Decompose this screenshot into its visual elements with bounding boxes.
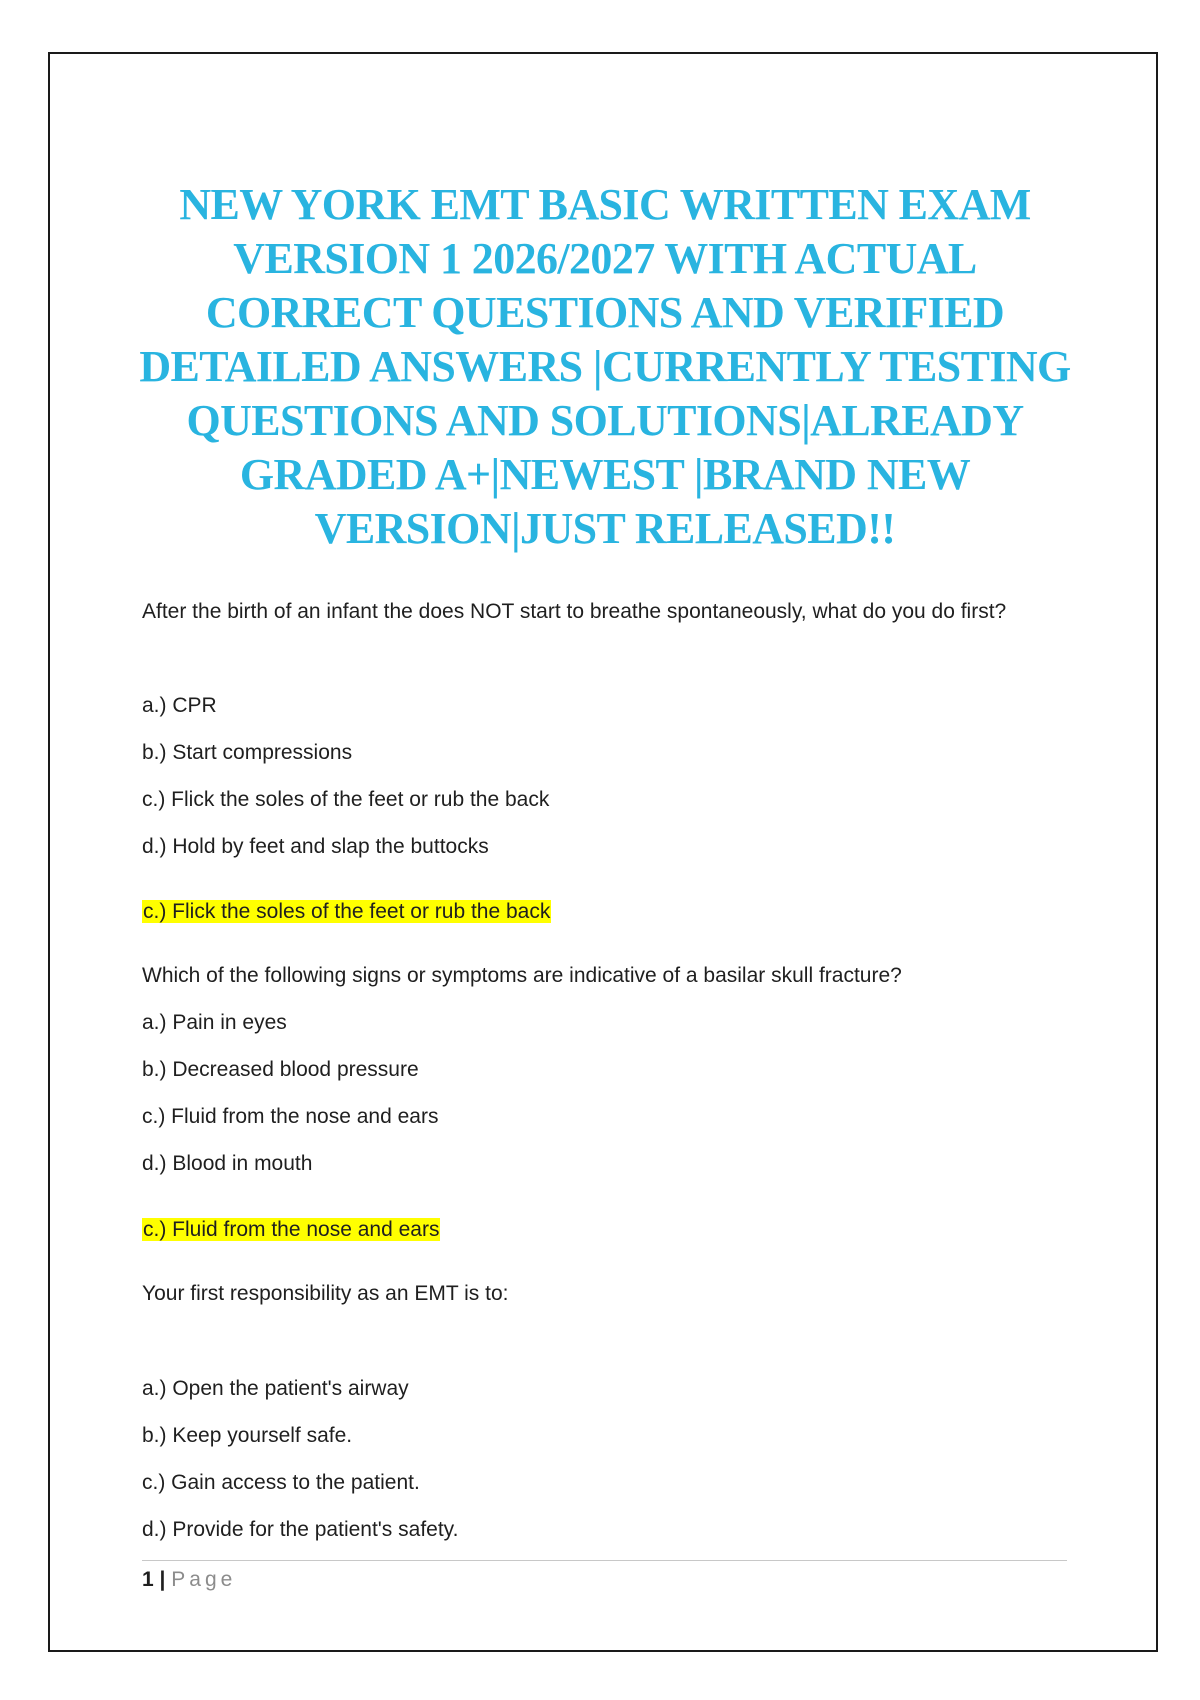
question-text: After the birth of an infant the does NOT start to breathe spontaneously, what do you do first? <box>142 600 1007 623</box>
answer-option: c.) Flick the soles of the feet or rub the back <box>142 788 550 811</box>
title-line: QUESTIONS AND SOLUTIONS|ALREADY <box>186 396 1024 445</box>
title-line: VERSION|JUST RELEASED!! <box>314 504 896 553</box>
correct-answer-text: c.) Fluid from the nose and ears <box>143 1218 440 1241</box>
correct-answer-highlight <box>142 898 551 926</box>
page-label: Page <box>171 1568 237 1591</box>
answer-option: d.) Blood in mouth <box>142 1152 313 1175</box>
footer-separator: | <box>159 1568 166 1591</box>
document-title <box>125 178 1085 556</box>
title-line: DETAILED ANSWERS |CURRENTLY TESTING <box>139 342 1071 391</box>
answer-option: c.) Fluid from the nose and ears <box>142 1105 439 1128</box>
page-number: 1 <box>142 1568 154 1591</box>
title-line: CORRECT QUESTIONS AND VERIFIED <box>205 288 1005 337</box>
answer-option: a.) Open the patient's airway <box>142 1377 409 1400</box>
answer-option: b.) Decreased blood pressure <box>142 1058 419 1081</box>
answer-option: a.) CPR <box>142 694 217 717</box>
answer-option: c.) Gain access to the patient. <box>142 1471 420 1494</box>
answer-option: a.) Pain in eyes <box>142 1011 287 1034</box>
correct-answer-highlight <box>142 1216 440 1244</box>
question-text: Which of the following signs or symptoms are indicative of a basilar skull fracture? <box>142 964 902 987</box>
correct-answer-text: c.) Flick the soles of the feet or rub the back <box>143 900 551 923</box>
footer-divider <box>142 1560 1067 1561</box>
answer-option: d.) Provide for the patient's safety. <box>142 1518 459 1541</box>
question-text: Your first responsibility as an EMT is to: <box>142 1282 509 1305</box>
answer-option: d.) Hold by feet and slap the buttocks <box>142 835 489 858</box>
title-line: GRADED A+|NEWEST |BRAND NEW <box>239 450 971 499</box>
answer-option: b.) Keep yourself safe. <box>142 1424 353 1447</box>
answer-option: b.) Start compressions <box>142 741 353 764</box>
page-footer <box>142 1566 236 1594</box>
title-line: VERSION 1 2026/2027 WITH ACTUAL <box>233 234 977 283</box>
title-line: NEW YORK EMT BASIC WRITTEN EXAM <box>179 180 1031 229</box>
